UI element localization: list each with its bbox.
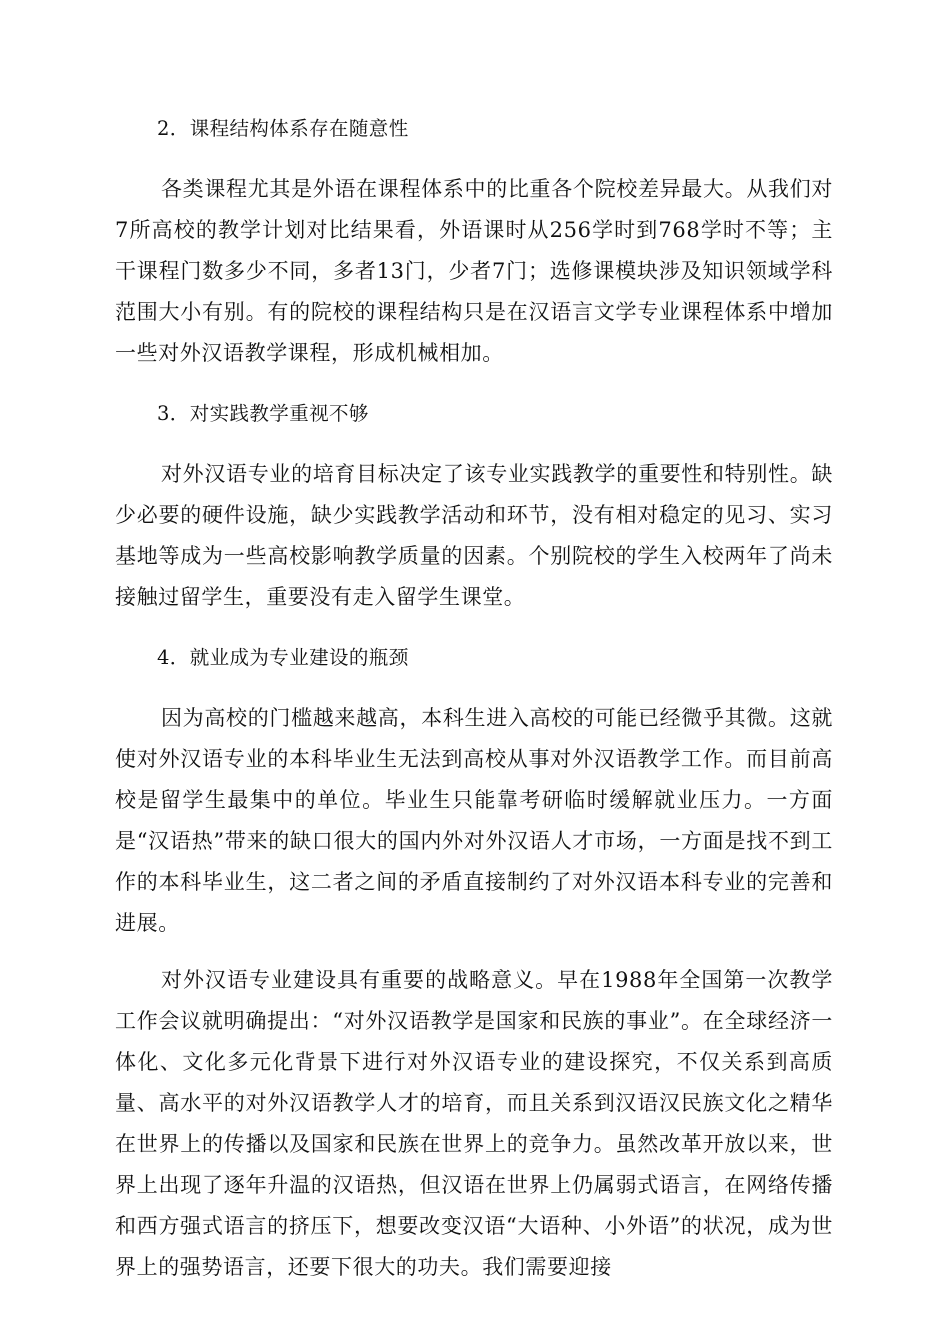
- section-heading-course-structure: 2．课程结构体系存在随意性: [157, 117, 409, 140]
- section-paragraph-employment: 因为高校的门槛越来越高，本科生进入高校的可能已经微乎其微。这就使对外汉语专业的本科毕业生无法到高校从事对外汉语教学工作。而目前高校是留学生最集中的单位。毕业生只能靠考研临时缓解就业压力。一方面是“汉语热”带来的缺口很大的国内外对外汉语人才市场，一方面是找不到工作的本科毕业生，这二者之间的矛盾直接制约了对外汉语本科专业的完善和进展。: [115, 706, 833, 935]
- section-heading-employment: 4．就业成为专业建设的瓶颈: [157, 646, 409, 669]
- closing-paragraph: 对外汉语专业建设具有重要的战略意义。早在1988年全国第一次教学工作会议就明确提出：“对外汉语教学是国家和民族的事业”。在全球经济一体化、文化多元化背景下进行对外汉语专业的建设探究，不仅关系到高质量、高水平的对外汉语教学人才的培育，而且关系到汉语汉民族文化之精华在世界上的传播以及国家和民族在世界上的竞争力。虽然改革开放以来，世界上出现了逐年升温的汉语热，但汉语在世界上仍属弱式语言，在网络传播和西方强式语言的挤压下，想要改变汉语“大语种、小外语”的状况，成为世界上的强势语言，还要下很大的功夫。我们需要迎接: [115, 968, 833, 1279]
- section-heading-practice-teaching: 3．对实践教学重视不够: [157, 402, 369, 425]
- section-paragraph-course-structure: 各类课程尤其是外语在课程体系中的比重各个院校差异最大。从我们对7所高校的教学计划对比结果看，外语课时从256学时到768学时不等；主干课程门数多少不同，多者13门，少者7门；选修课模块涉及知识领域学科范围大小有别。有的院校的课程结构只是在汉语言文学专业课程体系中增加一些对外汉语教学课程，形成机械相加。: [115, 177, 833, 365]
- document-body: [115, 109, 833, 1308]
- section-paragraph-practice-teaching: 对外汉语专业的培育目标决定了该专业实践教学的重要性和特别性。缺少必要的硬件设施，缺少实践教学活动和环节，没有相对稳定的见习、实习基地等成为一些高校影响教学质量的因素。个别院校的学生入校两年了尚未接触过留学生，重要没有走入留学生课堂。: [115, 462, 833, 609]
